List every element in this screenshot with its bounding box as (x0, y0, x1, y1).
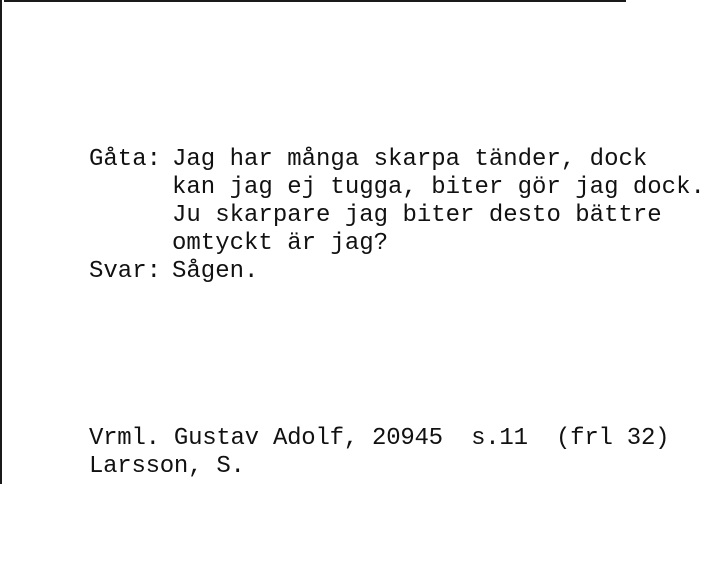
riddle-line-1: Jag har många skarpa tänder, dock (172, 146, 648, 173)
riddle-line-4: omtyckt är jag? (172, 230, 389, 257)
left-border-line (0, 0, 2, 484)
source-reference: Vrml. Gustav Adolf, 20945 s.11 (frl 32) (89, 425, 670, 452)
answer-text: Sågen. (172, 258, 259, 285)
riddle-label: Gåta: (89, 146, 162, 173)
riddle-line-2: kan jag ej tugga, biter gör jag dock. (172, 174, 705, 201)
collector-name: Larsson, S. (89, 453, 245, 480)
top-border-line (4, 0, 626, 2)
answer-label: Svar: (89, 258, 162, 285)
riddle-line-3: Ju skarpare jag biter desto bättre (172, 202, 662, 229)
